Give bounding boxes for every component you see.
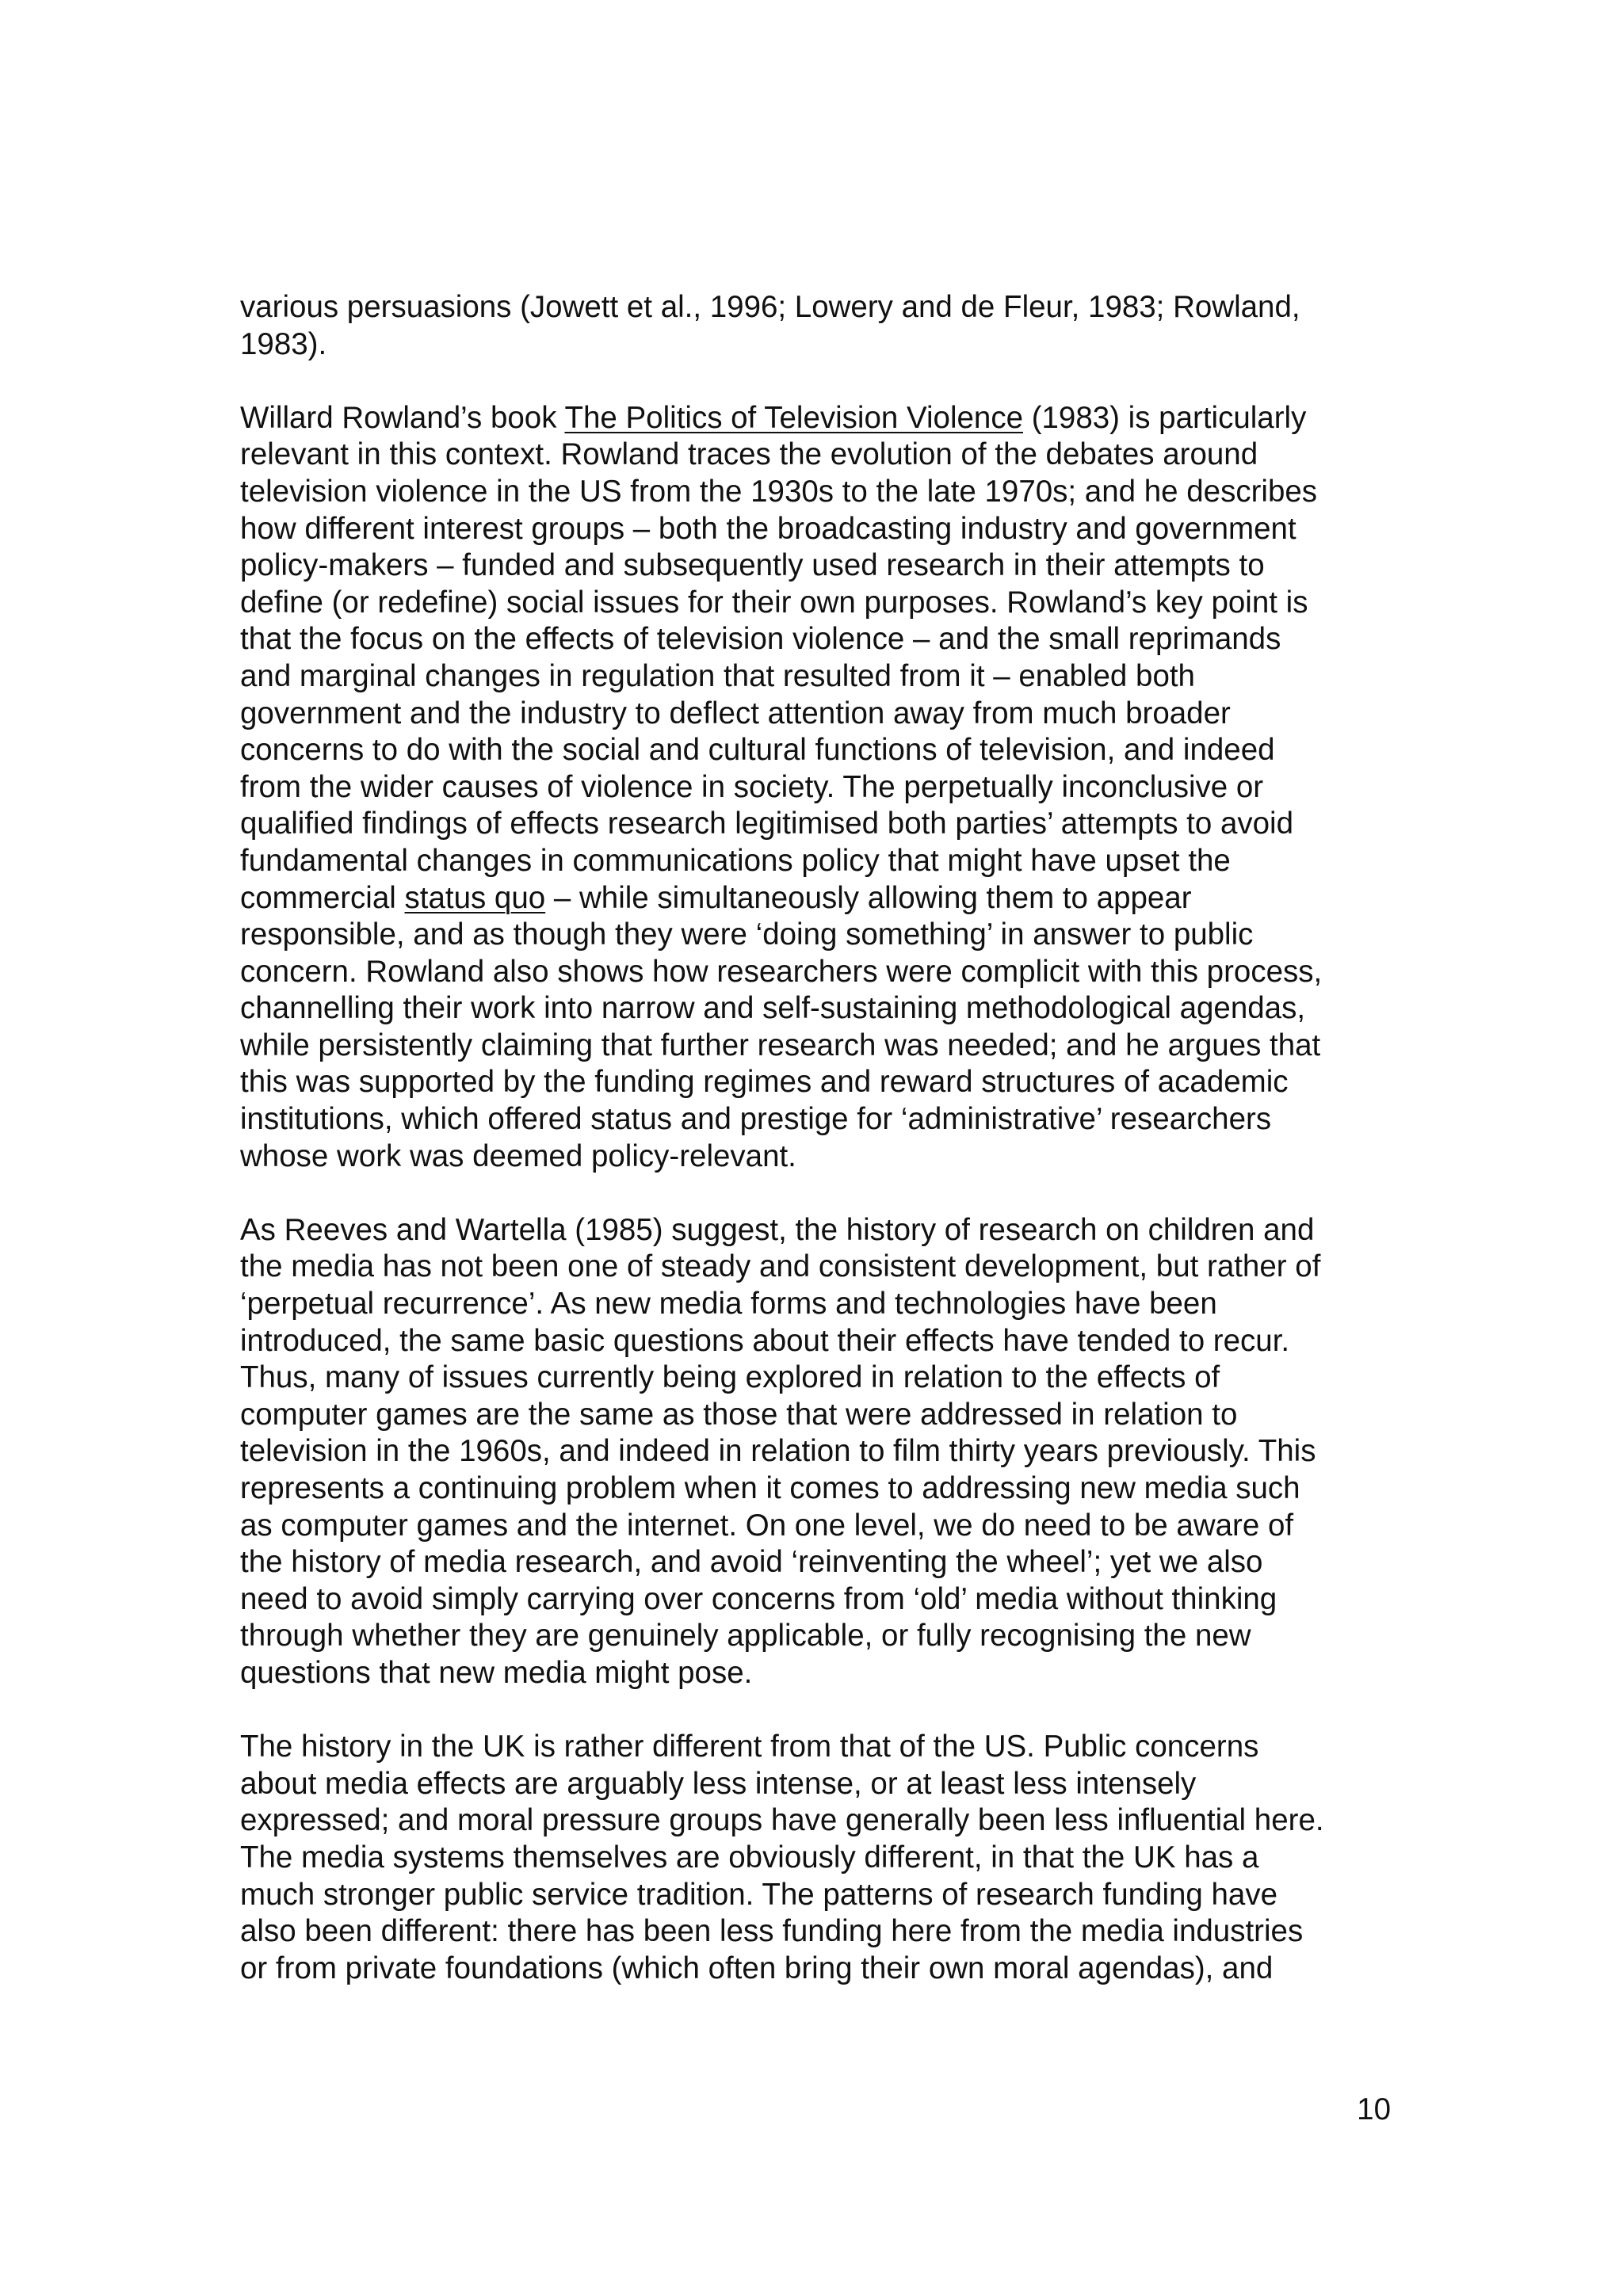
text-line: that the focus on the effects of television violence – and the small reprimands: [240, 622, 1281, 657]
paragraph-3: [240, 1212, 1429, 1692]
text-line: about media effects are arguably less intense, or at least less intensely: [240, 1766, 1197, 1801]
text-line: [240, 400, 1429, 437]
text-line: channelling their work into narrow and self-sustaining methodological agendas,: [240, 991, 1306, 1026]
paragraph-2: [240, 400, 1429, 1175]
text-line: television in the 1960s, and indeed in relation to film thirty years previously. This: [240, 1434, 1316, 1469]
text-line: qualified findings of effects research legitimised both parties’ attempts to avoid: [240, 807, 1293, 841]
text-line: expressed; and moral pressure groups have generally been less influential here.: [240, 1803, 1324, 1838]
text-run: (1983) is particularly: [1023, 400, 1307, 435]
text-line: the history of media research, and avoid ‘reinventing the wheel’; yet we also: [240, 1545, 1263, 1580]
text-line: need to avoid simply carrying over concerns from ‘old’ media without thinking: [240, 1581, 1277, 1616]
text-line: while persistently claiming that further research was needed; and he argues that: [240, 1028, 1321, 1062]
text-line: Thus, many of issues currently being explored in relation to the effects of: [240, 1360, 1220, 1395]
text-line: also been different: there has been less funding here from the media industries: [240, 1914, 1304, 1949]
text-line: [240, 880, 1429, 917]
text-run: – while simultaneously allowing them to appear: [545, 880, 1192, 915]
text-line: define (or redefine) social issues for their own purposes. Rowland’s key point is: [240, 585, 1308, 620]
text-line: The history in the UK is rather different from that of the US. Public concerns: [240, 1730, 1259, 1764]
text-line: questions that new media might pose.: [240, 1655, 753, 1690]
text-line: how different interest groups – both the broadcasting industry and government: [240, 511, 1296, 546]
text-line: As Reeves and Wartella (1985) suggest, the history of research on children and: [240, 1212, 1315, 1247]
text-line: introduced, the same basic questions about their effects have tended to recur.: [240, 1323, 1290, 1358]
text-line: concern. Rowland also shows how researchers were complicit with this process,: [240, 954, 1323, 989]
text-line: concerns to do with the social and cultural functions of television, and indeed: [240, 733, 1275, 768]
text-line: responsible, and as though they were ‘doing something’ in answer to public: [240, 917, 1254, 952]
text-run: commercial: [240, 880, 405, 915]
page-number: 10: [1357, 2092, 1391, 2126]
text-line: through whether they are genuinely applicable, or fully recognising the new: [240, 1619, 1251, 1653]
body-text: [240, 289, 1429, 1987]
text-line: The media systems themselves are obviously different, in that the UK has a: [240, 1840, 1259, 1875]
text-run: Willard Rowland’s book: [240, 400, 565, 435]
text-line: represents a continuing problem when it comes to addressing new media such: [240, 1471, 1300, 1505]
text-line: policy-makers – funded and subsequently used research in their attempts to: [240, 548, 1265, 583]
text-line: fundamental changes in communications policy that might have upset the: [240, 843, 1231, 878]
text-line: relevant in this context. Rowland traces the evolution of the debates around: [240, 437, 1258, 472]
book-title: The Politics of Television Violence: [564, 400, 1023, 435]
text-line: from the wider causes of violence in society. The perpetually inconclusive or: [240, 769, 1264, 804]
text-line: 1983).: [240, 326, 327, 361]
text-line: as computer games and the internet. On one level, we do need to be aware of: [240, 1508, 1294, 1543]
text-line: this was supported by the funding regimes and reward structures of academic: [240, 1065, 1289, 1100]
text-line: government and the industry to deflect attention away from much broader: [240, 696, 1231, 730]
paragraph-1: [240, 289, 1429, 363]
text-line: whose work was deemed policy-relevant.: [240, 1138, 796, 1173]
text-line: ‘perpetual recurrence’. As new media forms and technologies have been: [240, 1287, 1217, 1322]
text-line: computer games are the same as those that were addressed in relation to: [240, 1397, 1238, 1432]
paragraph-4: [240, 1729, 1429, 1987]
text-line: television violence in the US from the 1930s to the late 1970s; and he describes: [240, 474, 1318, 509]
text-line: much stronger public service tradition. The patterns of research funding have: [240, 1877, 1277, 1912]
text-line: various persuasions (Jowett et al., 1996; Lowery and de Fleur, 1983; Rowland,: [240, 290, 1300, 324]
text-line: institutions, which offered status and prestige for ‘administrative’ researchers: [240, 1102, 1272, 1137]
text-line: and marginal changes in regulation that resulted from it – enabled both: [240, 658, 1195, 693]
status-quo-term: status quo: [404, 880, 546, 915]
text-line: or from private foundations (which often bring their own moral agendas), and: [240, 1951, 1274, 1985]
text-line: the media has not been one of steady and consistent development, but rather of: [240, 1249, 1321, 1284]
